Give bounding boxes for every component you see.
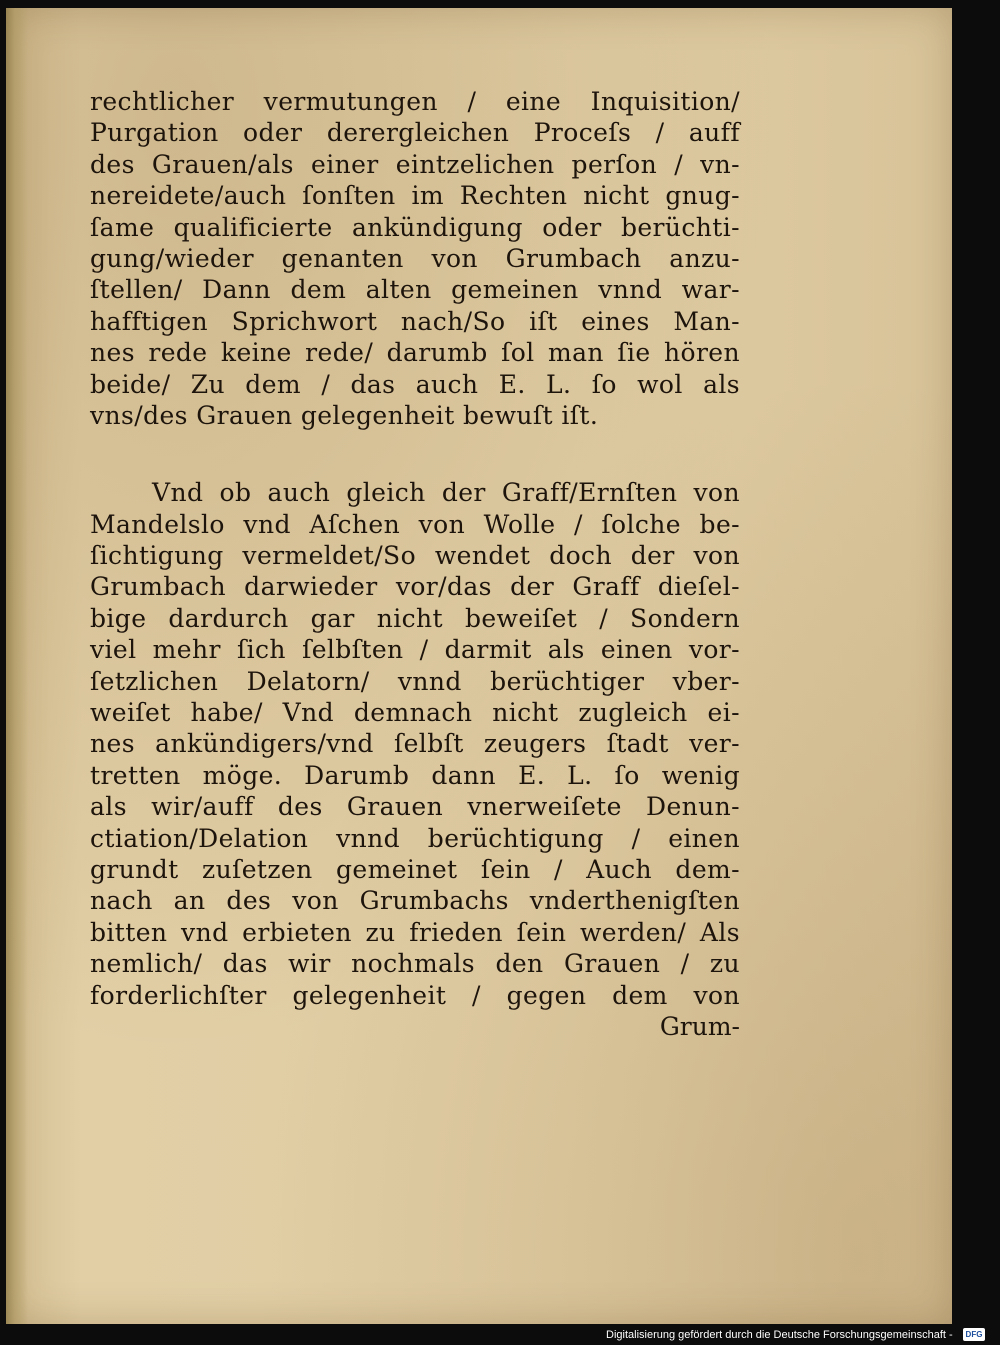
- text-line: beide/ Zu dem / das auch E. L. ſo wol als: [90, 369, 740, 399]
- text-line: Mandelslo vnd Aſchen von Wolle / ſolche be-: [90, 509, 740, 539]
- text-line: bige dardurch gar nicht beweiſet / Sondern: [90, 603, 740, 633]
- text-line: forderlichſter gelegenheit / gegen dem von: [90, 980, 740, 1010]
- text-line: des Grauen/als einer eintzelichen perſon / vn-: [90, 149, 740, 179]
- text-line: nereidete/auch ſonſten im Rechten nicht gnug-: [90, 181, 740, 211]
- text-line: nes rede keine rede/ darumb ſol man ſie hören: [90, 338, 740, 368]
- text-line: grundt zuſetzen gemeinet ſein / Auch dem-: [90, 854, 740, 884]
- text-line: weiſet habe/ Vnd demnach nicht zugleich ei-: [90, 698, 740, 728]
- text-line: ctiation/Delation vnnd berüchtigung / einen: [90, 823, 740, 853]
- text-line: hafftigen Sprichwort nach/So iſt eines Man-: [90, 306, 740, 336]
- text-line: rechtlicher vermutungen / eine Inquisition/: [90, 87, 740, 116]
- page-text: [90, 86, 740, 1042]
- text-line: ſetzlichen Delatorn/ vnnd berüchtiger vber-: [90, 666, 740, 696]
- page-binding-edge: [6, 8, 28, 1324]
- catchword: Grum-: [659, 1011, 740, 1041]
- dfg-logo: DFG: [963, 1328, 985, 1341]
- text-line: Purgation oder derergleichen Proceſs / auff: [90, 118, 740, 148]
- paragraph-1: [90, 86, 740, 431]
- text-line: ſichtigung vermeldet/So wendet doch der von: [90, 541, 740, 571]
- digitization-credit: Digitalisierung gefördert durch die Deutsche Forschungsgemeinschaft -: [606, 1329, 953, 1341]
- text-line: als wir/auff des Grauen vnerweiſete Denun-: [90, 792, 740, 822]
- text-line: Grumbach darwieder vor/das der Graff dieſel-: [90, 572, 740, 602]
- text-line: nemlich/ das wir nochmals den Grauen / zu: [90, 949, 740, 979]
- text-line: Vnd ob auch gleich der Graff/Ernſten von: [152, 478, 740, 508]
- text-line: ſame qualificierte ankündigung oder berüchti-: [90, 212, 740, 242]
- text-line: bitten vnd erbieten zu frieden ſein werden/ Als: [90, 917, 740, 947]
- text-line: nach an des von Grumbachs vnderthenigſten: [90, 886, 740, 916]
- text-line: nes ankündigers/vnd ſelbſt zeugers ſtadt ver-: [90, 729, 740, 759]
- text-line: tretten möge. Darumb dann E. L. ſo wenig: [90, 760, 740, 790]
- paragraph-gap: [90, 431, 740, 477]
- text-line: gung/wieder genanten von Grumbach anzu-: [90, 243, 740, 273]
- paragraph-2: [90, 477, 740, 1011]
- text-line: viel mehr ſich ſelbſten / darmit als einen vor-: [90, 635, 740, 665]
- text-line: ſtellen/ Dann dem alten gemeinen vnnd war-: [90, 275, 740, 305]
- text-line: vns/des Grauen gelegenheit bewuſt iſt.: [90, 400, 599, 430]
